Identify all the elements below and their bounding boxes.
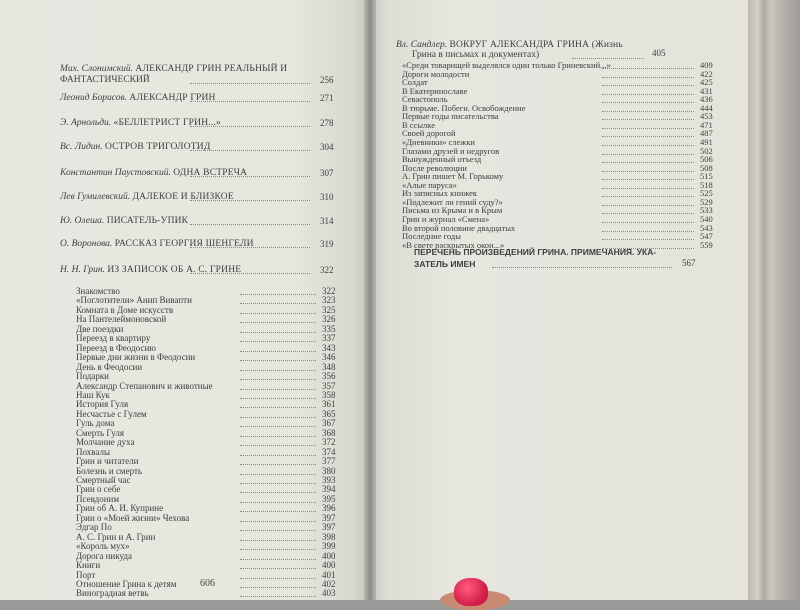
toc-subentry: Гуль дома [76,418,115,429]
dot-leader [240,407,316,408]
toc-subentry: Последние годы [402,231,461,241]
dot-leader [240,370,316,371]
toc-subentry: На Пантелеймоновской [76,314,167,325]
toc-entry-continued: ФАНТАСТИЧЕСКИЙ [60,75,150,85]
dot-leader [240,530,316,531]
page-number: 367 [322,418,336,429]
toc-entry [60,239,254,250]
dot-leader [602,162,694,163]
dot-leader [602,222,694,223]
toc-entry-continued: Грина в письмах и документах) [412,50,540,60]
page-number: 372 [322,437,336,448]
dot-leader [240,492,316,493]
toc-entry [60,216,188,227]
toc-subentry: Грин о себе [76,484,121,495]
fingernail [454,578,488,606]
toc-subentry: Эдгар По [76,522,112,533]
page-number: 394 [322,484,336,495]
page-number: 400 [322,550,336,561]
toc-author: Лев Гумилевский. [60,192,133,202]
page-number: 335 [322,323,336,334]
page-number: 518 [700,179,713,190]
toc-subentry: Александр Степанович и животные [76,380,213,391]
toc-author: Э. Арнольди. [60,118,114,128]
page-number: 502 [700,145,713,156]
toc-subentry: История Гуля [76,399,129,410]
toc-subentry: А. С. Грин и А. Грин [76,531,156,542]
toc-subentry: Болезнь и смерть [76,465,143,476]
dot-leader [240,464,316,465]
toc-author: О. Воронова. [60,239,115,249]
toc-entry [60,265,241,276]
toc-title: «БЕЛЛЕТРИСТ ГРИН...» [113,118,221,128]
left-page [0,0,368,600]
page-number: 431 [700,85,713,96]
toc-subentry: Знакомство [76,286,120,296]
page-number: 399 [322,541,336,552]
page-number: 540 [700,213,713,224]
dot-leader [190,150,310,151]
toc-subentry: Подарки [76,371,110,382]
dot-leader [240,322,316,323]
page-number: 356 [322,371,336,382]
dot-leader [602,171,694,172]
toc-subentry: В тюрьме. Побеги. Освобождение [402,102,526,113]
toc-title: ИЗ ЗАПИСОК ОБ А. С. ГРИНЕ [107,265,242,275]
page-number: 400 [322,560,336,570]
toc-subentry: Порт [76,569,96,580]
dot-leader [190,101,310,102]
page-number: 402 [322,579,336,589]
page-number: 491 [700,136,713,147]
page-number: 307 [320,168,334,178]
dot-leader [240,360,316,361]
dot-leader [190,247,310,248]
dot-leader [240,351,316,352]
toc-subentry: «Поглотители» Анип Вивапти [76,295,192,306]
dot-leader [240,294,316,295]
toc-subentry: Псевдоним [76,493,120,504]
page-number: 401 [322,569,336,580]
page-number: 397 [322,512,336,523]
dot-leader [190,224,310,225]
toc-subentry: «Алые паруса» [402,179,457,190]
dot-leader [240,379,316,380]
toc-subentry: Севастополь [402,94,448,105]
toc-subentry: Переезд в Феодосию [76,342,156,353]
dot-leader [240,445,316,446]
page-edges [748,0,800,600]
toc-subentry: Несчастье с Гулем [76,408,147,419]
toc-subentry: «Король мух» [76,541,130,552]
page-number: 397 [322,522,336,533]
page-number: 425 [700,77,713,88]
toc-subentry: Первые годы писательства [402,111,499,122]
page-number: 278 [320,118,334,128]
toc-subentry: «Подлежит ли гений суду?» [402,196,503,207]
page-number: 393 [322,475,336,485]
toc-final-entry: ПЕРЕЧЕНЬ ПРОИЗВЕДЕНИЙ ГРИНА. ПРИМЕЧАНИЯ. УКА- [414,247,657,257]
page-number: 533 [700,205,713,216]
page-folio: 606 [200,578,215,589]
toc-subentry: Первые дни жизни в Феодосии [76,352,196,363]
dot-leader [240,313,316,314]
page-number: 409 [700,60,713,70]
dot-leader [572,58,644,59]
dot-leader [602,68,694,69]
toc-subentry: А. Грин пишет М. Горькому [402,171,504,182]
toc-subentry: Две поездки [76,323,124,334]
dot-leader [602,94,694,95]
dot-leader [240,587,316,588]
page-number: 453 [700,111,713,122]
dot-leader [240,436,316,437]
toc-subentry: Смертный час [76,475,131,485]
toc-entry [60,192,234,203]
toc-title: ДАЛЕКОЕ И БЛИЗКОЕ [132,192,234,202]
dot-leader [602,154,694,155]
toc-subentry: Солдат [402,77,428,88]
dot-leader [602,102,694,103]
dot-leader [602,145,694,146]
toc-subentry: После революции [402,162,467,173]
page-number: 337 [322,333,336,344]
toc-title: ПИСАТЕЛЬ-УПИК [106,216,189,226]
dot-leader [240,502,316,503]
toc-subentry: «Дневники» слежки [402,136,475,147]
dot-leader [240,549,316,550]
page-number: 547 [700,231,713,241]
dot-leader [602,239,694,240]
toc-title-tail: (Жизнь [591,40,623,50]
page-number: 444 [700,102,713,113]
right-page [372,0,748,600]
page-number: 325 [322,304,336,315]
page-number: 256 [320,75,334,85]
page-number: 395 [322,493,336,504]
dot-leader [240,568,316,569]
dot-leader [240,389,316,390]
page-number: 271 [320,93,334,103]
toc-subentry: Глазами друзей и недругов [402,145,500,156]
dot-leader [240,332,316,333]
dot-leader [602,196,694,197]
page-number: 403 [322,588,336,599]
page-number: 567 [682,258,696,268]
dot-leader [602,128,694,129]
dot-leader [602,77,694,78]
page-number: 506 [700,154,713,165]
page-number: 398 [322,531,336,542]
page-number: 358 [322,389,336,400]
toc-entry [60,168,247,179]
toc-author: Н. Н. Грин. [60,265,108,275]
page-number: 368 [322,427,336,438]
toc-subentry: Смерть Гуля [76,427,124,438]
dot-leader [240,596,316,597]
dot-leader [190,200,310,201]
page-number: 322 [322,286,336,296]
dot-leader [240,303,316,304]
dot-leader [240,398,316,399]
page-number: 396 [322,503,336,514]
dot-leader [602,179,694,180]
dot-leader [240,417,316,418]
toc-author: Мих. Слонимский. [60,64,136,74]
toc-subentry: Письма из Крыма и в Крым [402,205,503,216]
dot-leader [240,511,316,512]
dot-leader [190,126,310,127]
page-number: 471 [700,119,713,130]
dot-leader [240,455,316,456]
dot-leader [492,267,672,268]
dot-leader [602,136,694,137]
toc-subentry: Из записных книжек [402,188,478,199]
toc-author: Ю. Олеша. [60,216,107,226]
page-number: 515 [700,171,713,182]
page-number: 422 [700,68,713,79]
toc-author: Константин Паустовский. [60,168,174,178]
dot-leader [240,578,316,579]
toc-subentry: Отношение Грина к детям [76,579,177,589]
toc-subentry: Грин о «Моей жизни» Чехова [76,512,190,523]
toc-subentry: Наш Кук [76,389,110,400]
toc-subentry: Грин и журнал «Смена» [402,213,490,224]
page-number: 405 [652,48,666,58]
dot-leader [602,213,694,214]
page-number: 365 [322,408,336,419]
dot-leader [240,474,316,475]
toc-subentry: Комната в Доме искусств [76,304,174,315]
dot-leader [602,119,694,120]
page-number: 543 [700,222,713,233]
toc-subentry: В Екатеринославе [402,85,468,96]
page-number: 508 [700,162,713,173]
dot-leader [240,483,316,484]
dot-leader [602,111,694,112]
dot-leader [240,540,316,541]
toc-subentry: День в Феодосии [76,361,143,372]
toc-title: ОСТРОВ ТРИГОЛОТИД [104,142,211,152]
toc-subentry: Молчание духа [76,437,135,448]
dot-leader [602,205,694,206]
page-number: 346 [322,352,336,363]
toc-final-entry-continued: ЗАТЕЛЬ ИМЕН [414,259,476,269]
toc-entry [60,64,287,75]
page-number: 323 [322,295,336,306]
toc-subentry: Дорога никуда [76,550,132,561]
toc-author: Вл. Сандлер. [396,40,450,50]
toc-subentry: Своей дорогой [402,128,456,139]
page-number: 314 [320,216,334,226]
dot-leader [190,83,310,84]
toc-entry [60,142,211,153]
toc-title: АЛЕКСАНДР ГРИН РЕАЛЬНЫЙ И [135,64,288,74]
toc-subentry: Переезд в квартиру [76,333,151,344]
page-number: 380 [322,465,336,476]
toc-subentry: «Среди товарищей выделялся один только Гриневский...» [402,60,611,70]
page-number: 357 [322,380,336,391]
toc-entry [60,118,221,129]
toc-subentry: Во второй половине двадцатых [402,222,516,233]
page-number: 487 [700,128,713,139]
toc-title: ВОКРУГ АЛЕКСАНДРА ГРИНА [449,40,592,50]
toc-title: ОДНА ВСТРЕЧА [173,168,248,178]
book-gutter [364,0,376,600]
dot-leader [240,426,316,427]
toc-title: АЛЕКСАНДР ГРИН [129,93,216,103]
toc-title: РАССКАЗ ГЕОРГИЯ ШЕНГЕЛИ [114,239,254,249]
toc-author: Леонид Борисов. [60,93,130,103]
dot-leader [190,273,310,274]
page-number: 361 [322,399,336,410]
page-number: 322 [320,265,334,275]
toc-author: Вс. Лидин. [60,142,105,152]
dot-leader [240,341,316,342]
toc-subentry: Грин и читатели [76,456,139,467]
page-number: 529 [700,196,713,207]
page-number: 348 [322,361,336,372]
page-number: 310 [320,192,334,202]
toc-subentry: «В свете раскрытых окон...» [402,239,505,250]
page-number: 319 [320,239,334,249]
dot-leader [602,85,694,86]
dot-leader [602,231,694,232]
toc-subentry: Книги [76,560,101,570]
toc-subentry: Виноградная ветвь [76,588,149,599]
page-number: 374 [322,446,336,457]
page-number: 304 [320,142,334,152]
toc-subentry: Дороги молодости [402,68,470,79]
toc-subentry: Похвалы [76,446,111,457]
toc-subentry: Грин об А. И. Куприне [76,503,164,514]
page-number: 343 [322,342,336,353]
page-number: 525 [700,188,713,199]
dot-leader [240,559,316,560]
toc-subentry: В ссылке [402,119,435,130]
page-number: 559 [700,239,713,250]
dot-leader [602,188,694,189]
page-number: 436 [700,94,713,105]
page-number: 326 [322,314,336,325]
toc-entry [60,93,216,104]
toc-subentry: Вынужденный отъезд [402,154,482,165]
page-number: 377 [322,456,336,467]
dot-leader [190,176,310,177]
dot-leader [240,521,316,522]
